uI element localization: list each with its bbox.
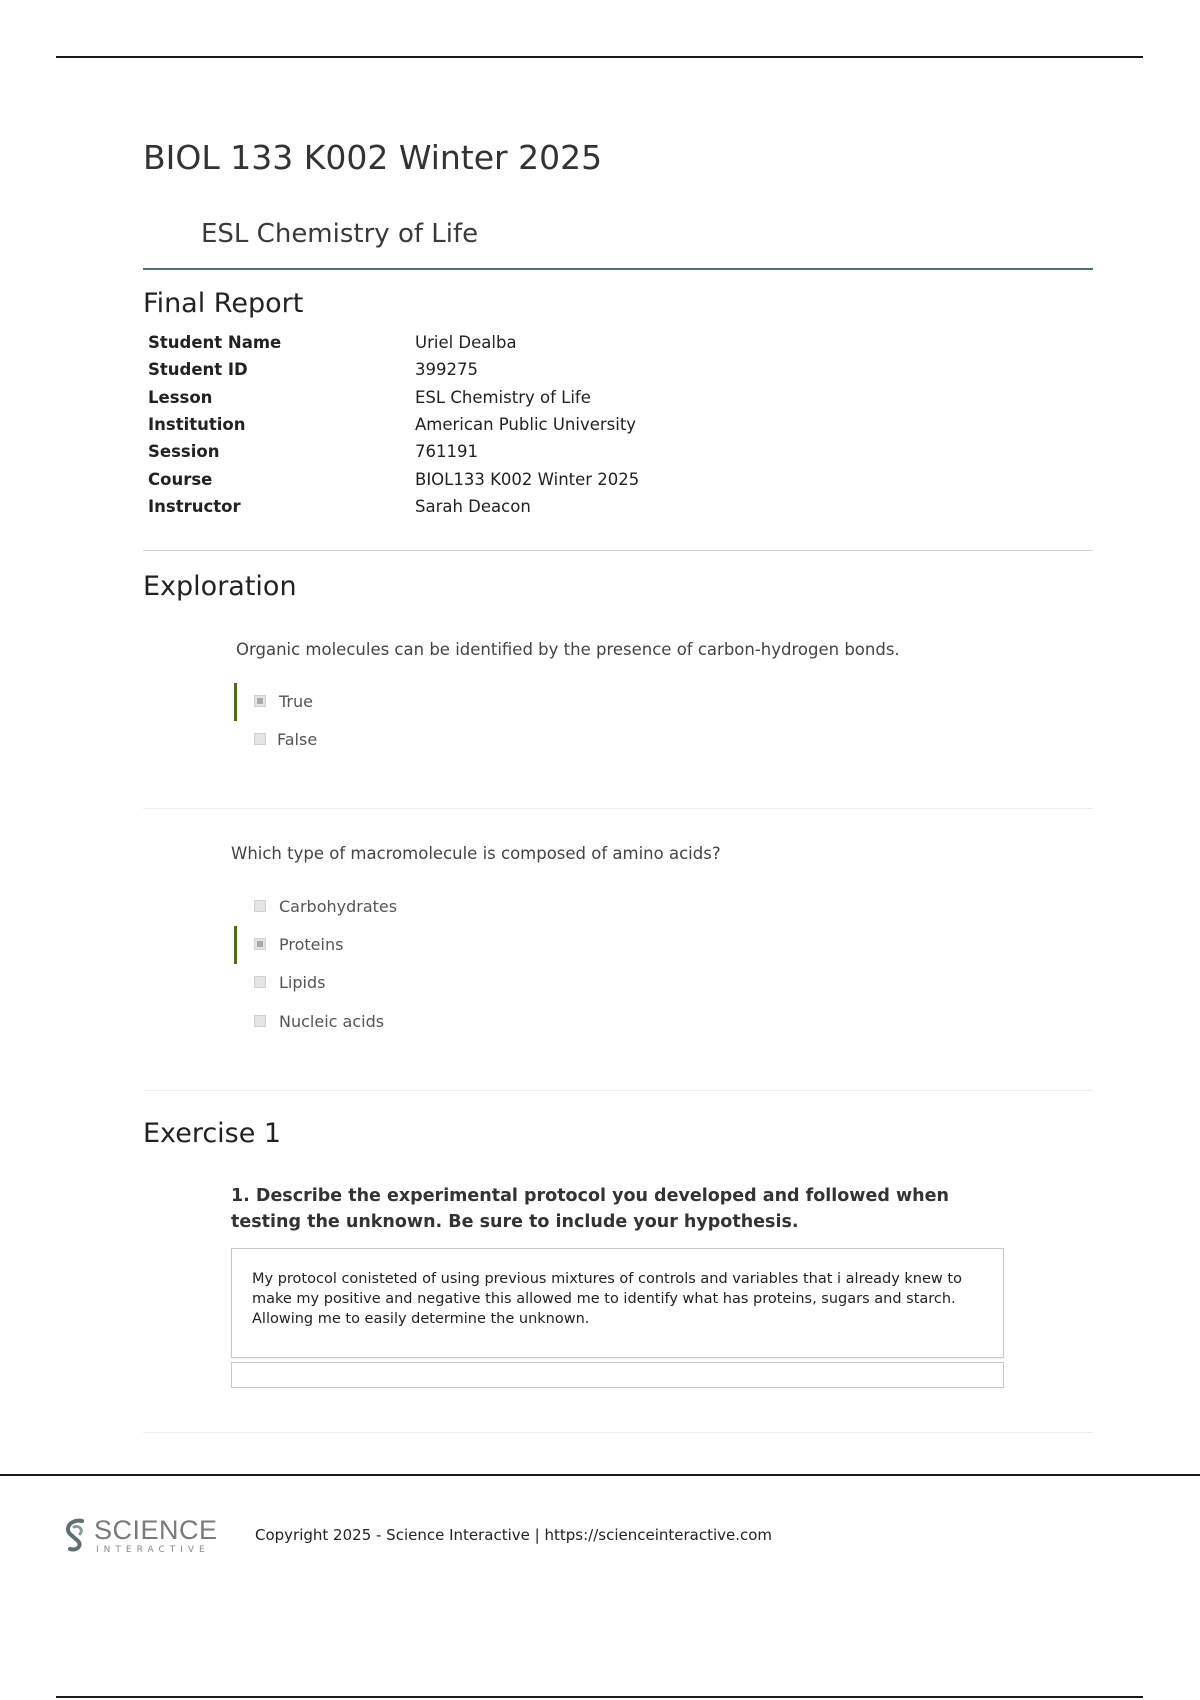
option-true[interactable]	[232, 683, 532, 721]
info-label: Instructor	[148, 496, 241, 516]
exercise-1-heading: Exercise 1	[143, 1118, 282, 1149]
checkbox-checked-icon[interactable]	[254, 938, 266, 950]
exercise-1-prompt: 1. Describe the experimental protocol you developed and followed when testing the unknown. Be sure to include your hypothesis.	[231, 1186, 949, 1232]
page-title: BIOL 133 K002 Winter 2025	[143, 138, 603, 177]
option-label: True	[279, 692, 313, 711]
option-proteins[interactable]	[232, 926, 532, 964]
answer-box-footer	[231, 1362, 1004, 1388]
bottom-rule	[56, 1696, 1143, 1698]
section-divider	[143, 1432, 1093, 1433]
option-label: Lipids	[279, 973, 326, 992]
info-label: Student ID	[148, 360, 248, 380]
info-value: ESL Chemistry of Life	[415, 387, 591, 407]
info-label: Session	[148, 442, 220, 462]
option-label: False	[277, 730, 318, 749]
info-value: Uriel Dealba	[415, 333, 517, 353]
copyright-text: Copyright 2025 - Science Interactive | https://scienceinteractive.com	[255, 1526, 773, 1544]
question-2-text: Which type of macromolecule is composed of amino acids?	[231, 844, 721, 863]
info-row	[148, 438, 639, 465]
checkbox-icon[interactable]	[254, 1015, 266, 1027]
info-label: Institution	[148, 415, 246, 435]
info-label: Student Name	[148, 333, 282, 353]
top-rule	[56, 56, 1143, 58]
info-row	[148, 384, 639, 411]
report-info-table	[148, 329, 639, 520]
info-row	[148, 493, 639, 520]
option-label: Carbohydrates	[279, 897, 398, 916]
info-row	[148, 465, 639, 492]
science-interactive-logo	[60, 1515, 220, 1560]
option-label: Proteins	[279, 935, 344, 954]
logo-word: SCIENCE	[94, 1515, 218, 1545]
option-label: Nucleic acids	[279, 1012, 385, 1031]
lesson-subtitle: ESL Chemistry of Life	[201, 219, 479, 249]
answer-textbox[interactable]	[231, 1248, 1004, 1358]
info-value: Sarah Deacon	[415, 496, 531, 516]
info-row	[148, 356, 639, 383]
info-value: American Public University	[415, 415, 637, 435]
selected-indicator	[234, 683, 237, 721]
info-value: 761191	[415, 442, 478, 462]
option-carbohydrates[interactable]	[232, 888, 532, 926]
footer-rule	[0, 1474, 1200, 1476]
option-false[interactable]	[232, 721, 532, 759]
selected-indicator	[234, 926, 237, 964]
section-divider	[143, 550, 1093, 551]
info-value: BIOL133 K002 Winter 2025	[415, 469, 640, 489]
logo-swirl-icon	[60, 1515, 92, 1555]
title-divider	[143, 268, 1093, 270]
option-lipids[interactable]	[232, 964, 532, 1002]
question-1-text: Organic molecules can be identified by the presence of carbon-hydrogen bonds.	[236, 640, 900, 659]
info-row	[148, 411, 639, 438]
info-row	[148, 329, 639, 356]
option-nucleic-acids[interactable]	[232, 1003, 532, 1041]
checkbox-icon[interactable]	[254, 900, 266, 912]
logo-subword: INTERACTIVE	[96, 1545, 210, 1555]
info-value: 399275	[415, 360, 478, 380]
section-divider	[143, 1090, 1093, 1091]
final-report-heading: Final Report	[143, 288, 304, 319]
checkbox-icon[interactable]	[254, 733, 266, 745]
checkbox-icon[interactable]	[254, 976, 266, 988]
checkbox-checked-icon[interactable]	[254, 695, 266, 707]
exploration-heading: Exploration	[143, 571, 297, 602]
info-label: Course	[148, 469, 213, 489]
info-label: Lesson	[148, 387, 213, 407]
answer-text: My protocol conisteted of using previous mixtures of controls and variables that i already knew to make my positive and negative this allowed me to identify what has proteins, sugars and starch. Allowing me to easily determine the unknown.	[252, 1271, 962, 1327]
question-divider	[143, 808, 1093, 809]
